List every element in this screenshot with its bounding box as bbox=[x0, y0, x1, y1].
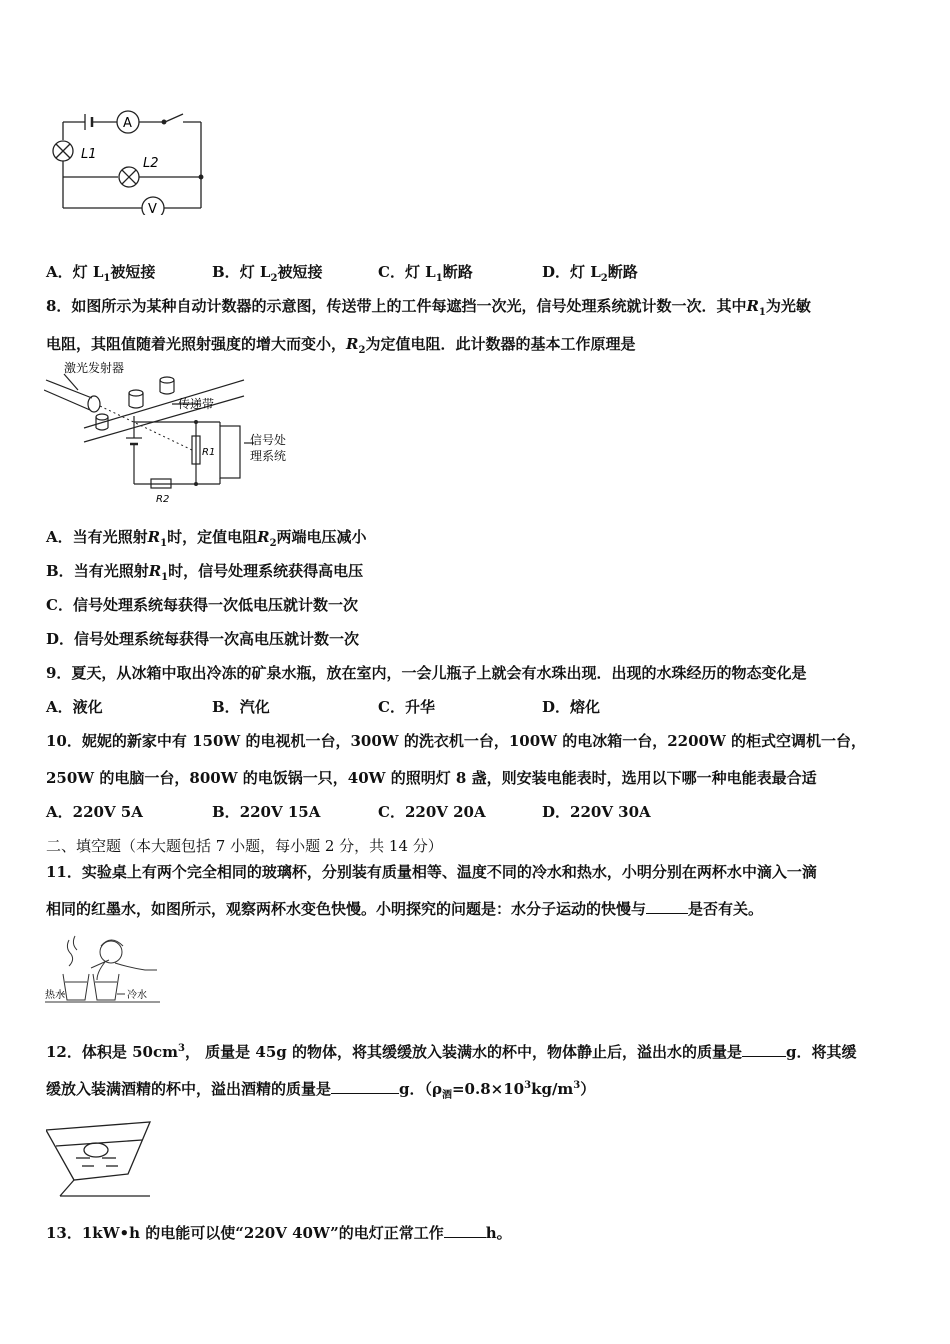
q7-circuit-figure bbox=[45, 100, 215, 215]
q8-option-b[interactable]: B．当有光照射$R_1$时，信号处理系统获得高电压 bbox=[46, 562, 364, 583]
signal-label-2: 理系统 bbox=[250, 449, 287, 463]
q7-option-a[interactable]: A．灯 $L_1$被短接 bbox=[46, 263, 156, 284]
q9-option-b[interactable]: B．汽化 bbox=[212, 698, 270, 716]
q8-counter-figure bbox=[44, 360, 304, 510]
q8-option-d[interactable]: D．信号处理系统每获得一次高电压就计数一次 bbox=[46, 630, 360, 648]
q7-option-d[interactable]: D．灯 $L_2$断路 bbox=[542, 263, 638, 284]
q10-option-b[interactable]: B．220V 15A bbox=[212, 803, 321, 821]
q12-stem-line1: 12．体积是 $50cm^3$， 质量是 45g 的物体，将其缓缓放入装满水的杯中，物体静止后，溢出水的质量是 g．将其缓 bbox=[46, 1043, 857, 1061]
q11-stem-line1: 11．实验桌上有两个完全相同的玻璃杯，分别装有质量相等、温度不同的冷水和热水，小明分别在两杯水中滴入一滴 bbox=[46, 863, 817, 881]
laser-label: 激光发射器 bbox=[64, 361, 125, 375]
q9-stem: 9．夏天，从冰箱中取出冷冻的矿泉水瓶，放在室内，一会儿瓶子上就会有水珠出现．出现的水珠经历的物态变化是 bbox=[46, 664, 807, 682]
q13-stem: 13．1kW•h 的电能可以使“220V 40W”的电灯正常工作 h。 bbox=[46, 1224, 512, 1242]
q12-blank-water[interactable] bbox=[742, 1042, 786, 1057]
q10-stem-line1: 10．妮妮的新家中有 150W 的电视机一台，300W 的洗衣机一台，100W 的电冰箱一台，2200W 的柜式空调机一台， bbox=[46, 732, 867, 750]
q8-option-a[interactable]: A．当有光照射$R_1$时，定值电阻$R_2$两端电压减小 bbox=[46, 528, 367, 549]
q10-stem-line2: 250W 的电脑一台，800W 的电饭锅一只，40W 的照明灯 8 盏，则安装电能表时，选用以下哪一种电能表最合适 bbox=[46, 769, 817, 787]
q9-option-a[interactable]: A．液化 bbox=[46, 698, 103, 716]
voltmeter-label: V bbox=[148, 202, 157, 215]
signal-label-1: 信号处 bbox=[250, 433, 287, 447]
q10-option-d[interactable]: D．220V 30A bbox=[542, 803, 651, 821]
q12-stem-line2: 缓放入装满酒精的杯中，溢出酒精的质量是 g．$(\rho_酒=0.8\times 10^3kg/m^3)$ bbox=[46, 1080, 596, 1101]
q10-option-c[interactable]: C．220V 20A bbox=[378, 803, 486, 821]
belt-label: 传递带 bbox=[178, 397, 215, 411]
q7-option-b[interactable]: B．灯 $L_2$被短接 bbox=[212, 263, 323, 284]
q10-option-a[interactable]: A．220V 5A bbox=[46, 803, 143, 821]
q9-option-d[interactable]: D．熔化 bbox=[542, 698, 601, 716]
q8-stem-line2: 电阻，其阻值随着光照射强度的增大而变小，$R_2$为定值电阻．此计数器的基本工作原理是 bbox=[46, 335, 636, 356]
lamp1-label: L1 bbox=[81, 147, 97, 162]
q8-option-c[interactable]: C．信号处理系统每获得一次低电压就计数一次 bbox=[46, 596, 358, 614]
q11-cups-figure bbox=[45, 930, 165, 1008]
q13-blank[interactable] bbox=[444, 1223, 486, 1238]
cold-water-label: 冷水 bbox=[127, 990, 147, 1001]
ammeter-label: A bbox=[123, 116, 132, 131]
q8-stem-line1: 8．如图所示为某种自动计数器的示意图，传送带上的工件每遮挡一次光，信号处理系统就计数一次．其中$R_1$为光敏 bbox=[46, 297, 811, 318]
q11-blank[interactable] bbox=[646, 899, 688, 914]
q7-option-c[interactable]: C．灯 $L_1$断路 bbox=[378, 263, 473, 284]
section-heading: 二、填空题（本大题包括 7 小题，每小题 2 分，共 14 分） bbox=[46, 837, 443, 855]
q12-tilted-cup-figure bbox=[46, 1118, 158, 1200]
q11-stem-line2: 相同的红墨水，如图所示，观察两杯水变色快慢。小明探究的问题是：水分子运动的快慢与 是否有关。 bbox=[46, 900, 764, 918]
q9-option-c[interactable]: C．升华 bbox=[378, 698, 435, 716]
q12-blank-alcohol[interactable] bbox=[331, 1079, 399, 1094]
hot-water-label: 热水 bbox=[45, 990, 65, 1001]
r2-label: R2 bbox=[156, 494, 170, 505]
lamp2-label: L2 bbox=[143, 156, 159, 171]
r1-label: R1 bbox=[202, 447, 216, 458]
